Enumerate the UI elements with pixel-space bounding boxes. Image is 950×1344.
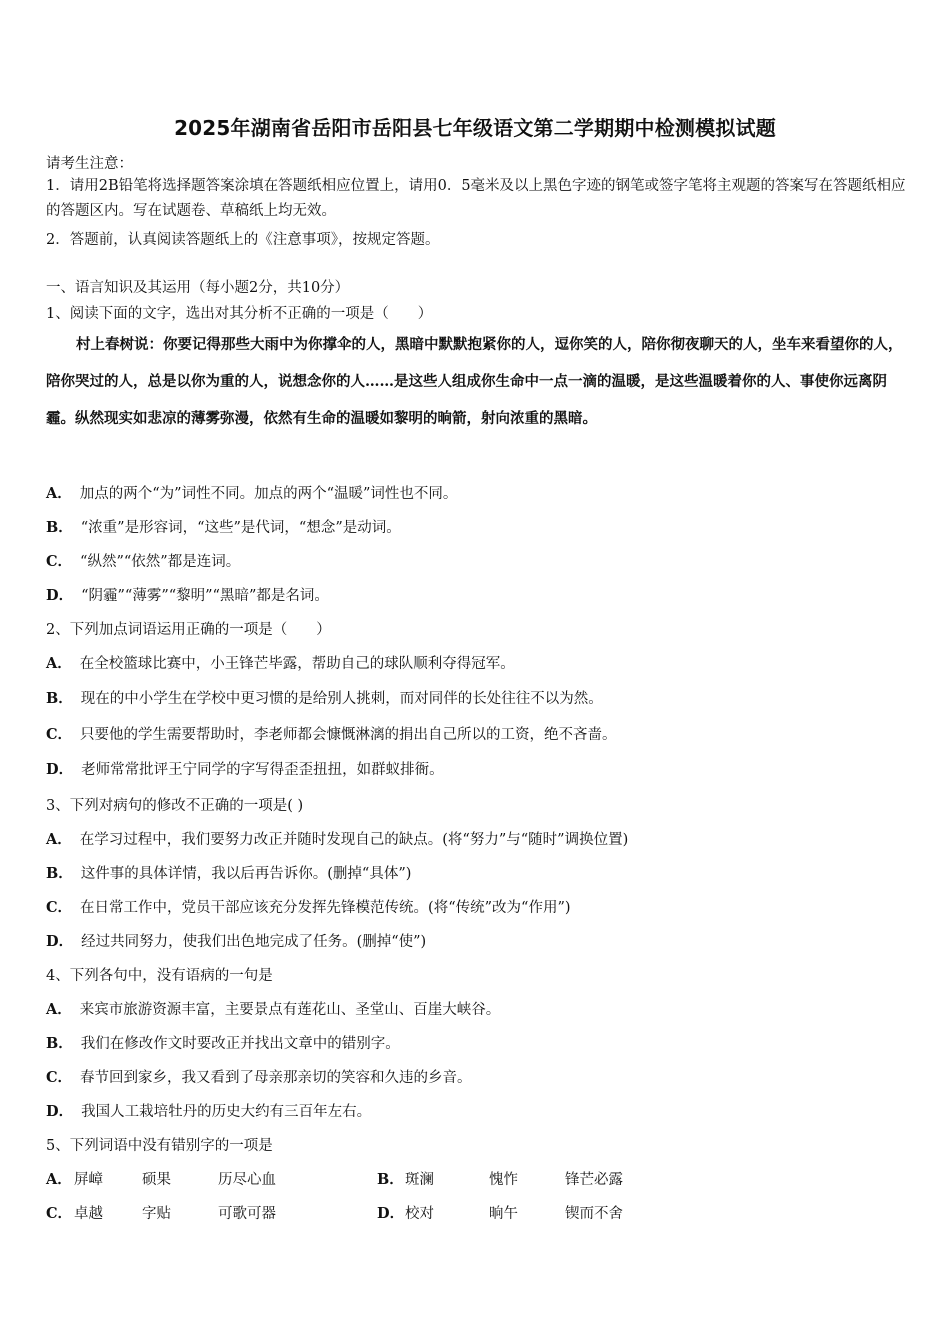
q5-option-b-word: 愧怍 <box>489 1172 518 1188</box>
option-text: 我们在修改作文时要改正并找出文章中的错别字。 <box>80 1036 400 1052</box>
option-text: 老师常常批评王宁同学的字写得歪歪扭扭，如群蚁排衙。 <box>81 762 444 778</box>
option-key: A． <box>46 655 72 672</box>
q4-option-d <box>46 1100 371 1121</box>
option-text: 在学习过程中，我们要努力改正并随时发现自己的缺点。(将“努力”与“随时”调换位置) <box>79 832 629 848</box>
q5-option-a-word: 硕果 <box>142 1172 171 1188</box>
q5-option-d-key: D． <box>377 1205 405 1222</box>
q5-option-c-word: 卓越 <box>74 1206 103 1222</box>
option-text: 在全校篮球比赛中，小王锋芒毕露，帮助自己的球队顺利夺得冠军。 <box>79 656 515 672</box>
q3-stem: 3、下列对病句的修改不正确的一项是( ) <box>46 798 304 814</box>
option-text: 来宾市旅游资源丰富，主要景点有莲花山、圣堂山、百崖大峡谷。 <box>79 1002 501 1018</box>
q5-option-a-key: A． <box>46 1171 72 1188</box>
option-key: B． <box>46 690 73 707</box>
q3-option-a <box>46 828 628 849</box>
q3-option-b <box>46 862 411 883</box>
option-key: D． <box>46 933 74 950</box>
q1-option-b <box>46 516 401 537</box>
q4-option-a <box>46 998 500 1019</box>
option-text: 现在的中小学生在学校中更习惯的是给别人挑刺，而对同伴的长处往往不以为然。 <box>80 691 603 707</box>
option-text: “阴霾”“薄雾”“黎明”“黑暗”都是名词。 <box>81 588 329 604</box>
option-text: 春节回到家乡，我又看到了母亲那亲切的笑容和久违的乡音。 <box>80 1070 472 1086</box>
q4-option-c <box>46 1066 472 1087</box>
q5-option-b-key: B． <box>377 1171 404 1188</box>
option-key: A． <box>46 1001 72 1018</box>
q5-option-d-word: 锲而不舍 <box>565 1206 623 1222</box>
notice-item-1: 1．请用2B铅笔将选择题答案涂填在答题纸相应位置上，请用0．5毫米及以上黑色字迹的钢笔或签字笔将主观题的答案写在答题纸相应的答题区内。写在试题卷、草稿纸上均无效。 <box>46 178 906 219</box>
q5-option-c-key: C． <box>46 1205 73 1222</box>
q5-option-a-word: 屏嶂 <box>74 1172 103 1188</box>
q2-option-c <box>46 723 617 744</box>
option-key: B． <box>46 519 73 536</box>
option-text: “纵然”“依然”都是连词。 <box>80 554 241 570</box>
option-key: C． <box>46 553 73 570</box>
option-text: 经过共同努力，使我们出色地完成了任务。(删掉“使”) <box>81 934 427 950</box>
q1-stem: 1、阅读下面的文字，选出对其分析不正确的一项是（ ） <box>46 306 433 322</box>
q5-option-d-word: 晌午 <box>489 1206 518 1222</box>
option-text: 在日常工作中，党员干部应该充分发挥先锋模范传统。(将“传统”改为“作用”) <box>80 900 571 916</box>
notice-item-2: 2．答题前，认真阅读答题纸上的《注意事项》，按规定答题。 <box>46 232 440 248</box>
q2-stem: 2、下列加点词语运用正确的一项是（ ） <box>46 622 331 638</box>
notice-heading: 请考生注意： <box>46 156 133 172</box>
option-text: “浓重”是形容词，“这些”是代词，“想念”是动词。 <box>80 520 401 536</box>
option-text: 加点的两个“为”词性不同。加点的两个“温暖”词性也不同。 <box>79 486 458 502</box>
option-key: B． <box>46 1035 73 1052</box>
q5-option-c-word: 可歌可器 <box>218 1206 276 1222</box>
option-key: B． <box>46 865 73 882</box>
option-key: C． <box>46 1069 73 1086</box>
section-heading: 一、语言知识及其运用（每小题2分，共10分） <box>46 280 350 296</box>
option-key: D． <box>46 587 74 604</box>
option-key: A． <box>46 485 72 502</box>
option-key: C． <box>46 899 73 916</box>
q4-stem: 4、下列各句中，没有语病的一句是 <box>46 968 273 984</box>
q1-option-d <box>46 584 329 605</box>
q5-option-b-word: 斑澜 <box>405 1172 434 1188</box>
option-key: D． <box>46 1103 74 1120</box>
q5-stem: 5、下列词语中没有错别字的一项是 <box>46 1138 273 1154</box>
option-key: C． <box>46 726 73 743</box>
page-title: 2025年湖南省岳阳市岳阳县七年级语文第二学期期中检测模拟试题 <box>174 116 776 140</box>
q5-option-c-word: 字贴 <box>142 1206 171 1222</box>
q4-option-b <box>46 1032 400 1053</box>
q1-option-c <box>46 550 240 571</box>
q3-option-d <box>46 930 426 951</box>
option-text: 只要他的学生需要帮助时，李老师都会慷慨淋漓的捐出自己所以的工资，绝不吝啬。 <box>80 727 617 743</box>
q2-option-d <box>46 758 444 779</box>
q5-option-a-word: 历尽心血 <box>218 1172 276 1188</box>
q5-option-b-word: 锋芒必露 <box>565 1172 623 1188</box>
q1-passage: 村上春树说：你要记得那些大雨中为你撑伞的人，黑暗中默默抱紧你的人，逗你笑的人，陪你彻夜聊天的人，坐车来看望你的人，陪你哭过的人，总是以你为重的人，说想念你的人……是这些人组成你生命中一点一滴的温暖，是这些温暖着你的人、事使你远离阴霾。纵然现实如悲凉的薄雾弥漫，依然有生命的温暖如黎明的晌箭，射向浓重的黑暗。 <box>46 336 903 427</box>
q5-option-d-word: 校对 <box>405 1206 434 1222</box>
q1-option-a <box>46 482 457 503</box>
option-text: 我国人工栽培牡丹的历史大约有三百年左右。 <box>81 1104 372 1120</box>
q3-option-c <box>46 896 571 917</box>
option-key: D． <box>46 761 74 778</box>
q2-option-a <box>46 652 515 673</box>
option-text: 这件事的具体详情，我以后再告诉你。(删掉“具体”) <box>80 866 412 882</box>
option-key: A． <box>46 831 72 848</box>
q2-option-b <box>46 687 603 708</box>
